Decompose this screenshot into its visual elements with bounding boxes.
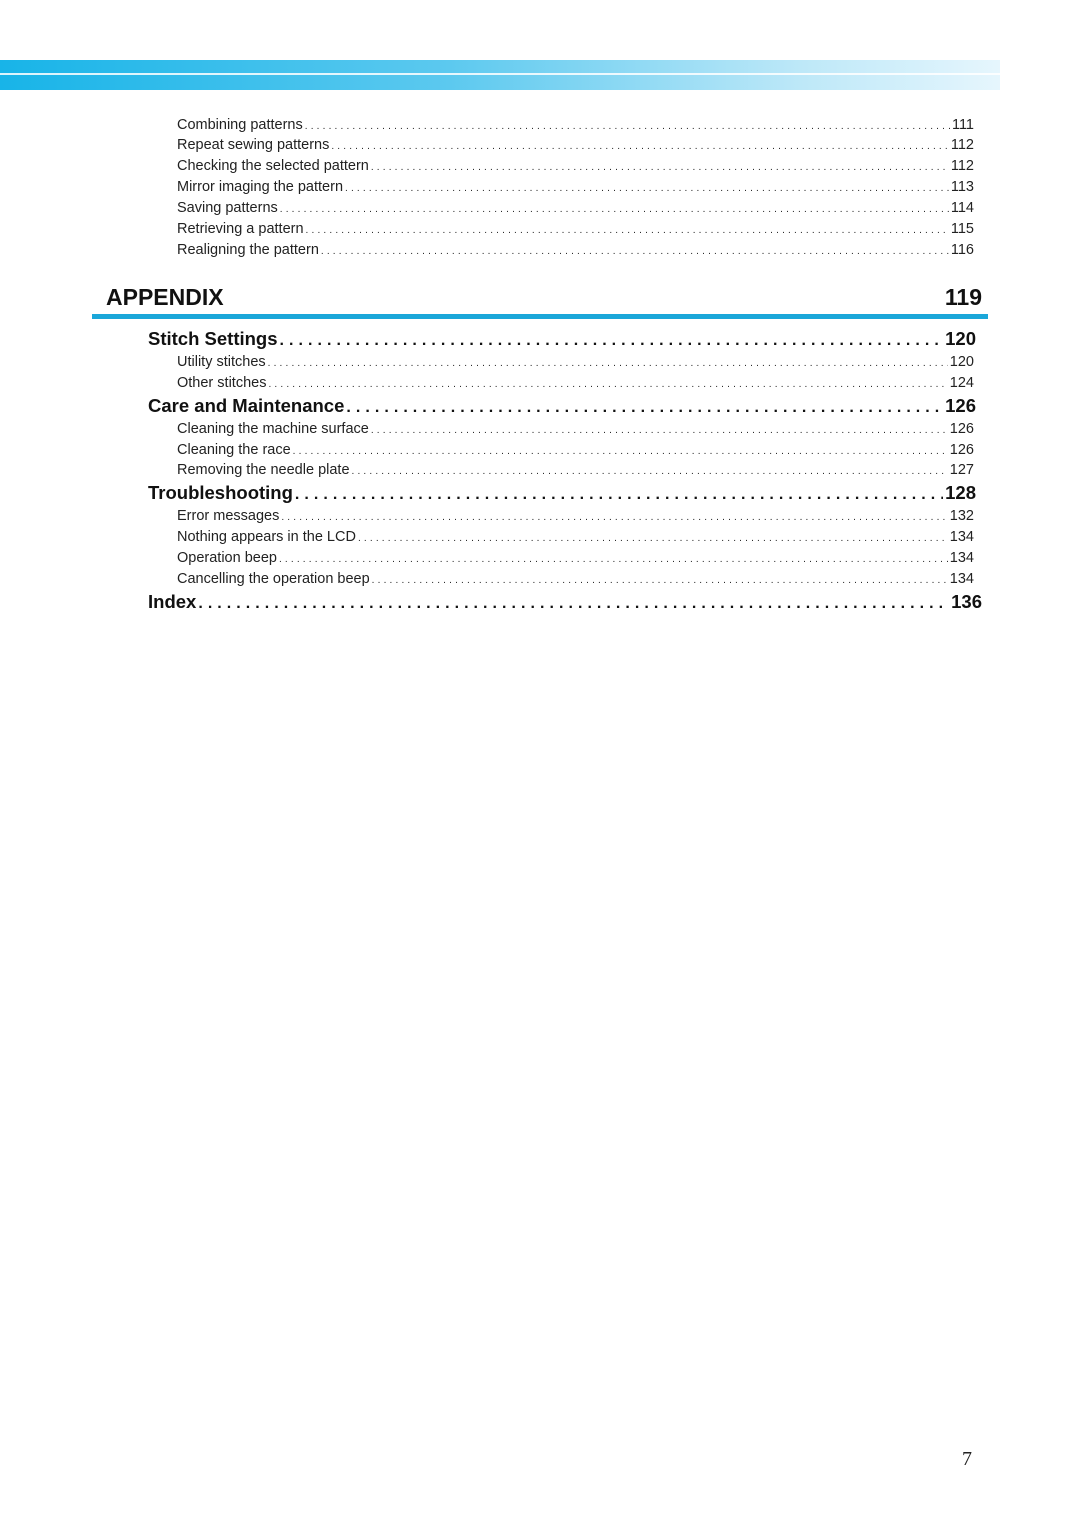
toc-entry-label: Utility stitches bbox=[177, 354, 266, 370]
dot-leader bbox=[371, 421, 948, 439]
dot-leader bbox=[352, 462, 948, 480]
dot-leader bbox=[279, 550, 948, 568]
toc-entry-label: Cleaning the machine surface bbox=[177, 421, 369, 437]
toc-entry-page: 112 bbox=[950, 158, 974, 174]
dot-leader bbox=[345, 179, 949, 197]
dot-leader bbox=[331, 137, 949, 155]
toc-entry-page: 120 bbox=[949, 354, 974, 370]
chapter-heading-appendix[interactable] bbox=[106, 284, 982, 314]
toc-entry-operation-beep[interactable] bbox=[177, 548, 974, 568]
toc-entry-page: 126 bbox=[949, 421, 974, 437]
toc-entry-page: 134 bbox=[949, 571, 974, 587]
header-band-line bbox=[0, 73, 1000, 75]
toc-entry-label: Cancelling the operation beep bbox=[177, 571, 370, 587]
toc-entry-page: 124 bbox=[949, 375, 974, 391]
toc-entry-checking-selected-pattern[interactable] bbox=[177, 156, 974, 176]
toc-entry-label: Operation beep bbox=[177, 550, 277, 566]
toc-entry-realigning-pattern[interactable] bbox=[177, 240, 974, 260]
toc-section-page: 136 bbox=[951, 591, 982, 612]
toc-entry-page: 111 bbox=[951, 117, 974, 133]
toc-entry-page: 132 bbox=[949, 508, 974, 524]
toc-section-page: 126 bbox=[945, 395, 976, 416]
dot-leader bbox=[293, 442, 948, 460]
dot-leader bbox=[306, 221, 949, 239]
toc-entry-label: Repeat sewing patterns bbox=[177, 137, 330, 153]
toc-section-page: 120 bbox=[945, 328, 976, 349]
dot-leader bbox=[371, 158, 949, 176]
toc-entry-combining-patterns[interactable] bbox=[177, 115, 974, 135]
toc-entry-label: Checking the selected pattern bbox=[177, 158, 369, 174]
toc-entry-label: Other stitches bbox=[177, 375, 267, 391]
dot-leader bbox=[295, 483, 943, 505]
toc-entry-label: Error messages bbox=[177, 508, 280, 524]
chapter-divider bbox=[92, 314, 988, 319]
toc-entry-page: 127 bbox=[949, 462, 974, 478]
dot-leader bbox=[280, 200, 949, 218]
toc-entry-label: Nothing appears in the LCD bbox=[177, 529, 356, 545]
toc-entry-page: 116 bbox=[950, 242, 974, 258]
toc-entry-removing-needle-plate[interactable] bbox=[177, 460, 974, 480]
toc-entry-page: 115 bbox=[950, 221, 974, 237]
toc-entry-mirror-imaging[interactable] bbox=[177, 177, 974, 197]
toc-section-label: Index bbox=[148, 591, 197, 612]
dot-leader bbox=[280, 329, 944, 351]
toc-entry-label: Removing the needle plate bbox=[177, 462, 350, 478]
toc-section-label: Troubleshooting bbox=[148, 482, 293, 503]
toc-entry-cleaning-machine-surface[interactable] bbox=[177, 419, 974, 439]
toc-entry-label: Cleaning the race bbox=[177, 442, 291, 458]
chapter-title: APPENDIX bbox=[106, 284, 224, 310]
toc-entry-page: 114 bbox=[950, 200, 974, 216]
dot-leader bbox=[198, 592, 949, 614]
toc-section-stitch-settings[interactable] bbox=[148, 327, 976, 351]
dot-leader bbox=[358, 529, 948, 547]
toc-entry-page: 134 bbox=[949, 550, 974, 566]
toc-entry-page: 113 bbox=[950, 179, 974, 195]
dot-leader bbox=[346, 396, 943, 418]
toc-entry-utility-stitches[interactable] bbox=[177, 352, 974, 372]
chapter-page: 119 bbox=[944, 284, 982, 310]
toc-section-troubleshooting[interactable] bbox=[148, 481, 976, 505]
toc-section-label: Stitch Settings bbox=[148, 328, 278, 349]
toc-entry-label: Mirror imaging the pattern bbox=[177, 179, 344, 195]
toc-entry-saving-patterns[interactable] bbox=[177, 198, 974, 218]
toc-entry-other-stitches[interactable] bbox=[177, 373, 974, 393]
dot-leader bbox=[372, 571, 948, 589]
toc-entry-label: Saving patterns bbox=[177, 200, 278, 216]
toc-entry-nothing-appears-lcd[interactable] bbox=[177, 527, 974, 547]
toc-section-index[interactable] bbox=[148, 590, 982, 614]
page-number: 7 bbox=[962, 1448, 972, 1470]
toc-entry-cancelling-operation-beep[interactable] bbox=[177, 569, 974, 589]
toc-section-label: Care and Maintenance bbox=[148, 395, 345, 416]
toc-entry-label: Retrieving a pattern bbox=[177, 221, 304, 237]
toc-entry-page: 126 bbox=[949, 442, 974, 458]
toc-section-page: 128 bbox=[945, 482, 976, 503]
toc-entry-retrieving-pattern[interactable] bbox=[177, 219, 974, 239]
toc-entry-label: Combining patterns bbox=[177, 117, 303, 133]
dot-leader bbox=[305, 117, 950, 135]
toc-entry-repeat-sewing-patterns[interactable] bbox=[177, 135, 974, 155]
toc-entry-label: Realigning the pattern bbox=[177, 242, 319, 258]
toc-section-care-maintenance[interactable] bbox=[148, 394, 976, 418]
toc-entry-cleaning-race[interactable] bbox=[177, 440, 974, 460]
dot-leader bbox=[281, 508, 947, 526]
dot-leader bbox=[321, 242, 949, 260]
toc-entry-page: 134 bbox=[949, 529, 974, 545]
dot-leader bbox=[268, 375, 947, 393]
dot-leader bbox=[268, 354, 948, 372]
toc-entry-page: 112 bbox=[950, 137, 974, 153]
header-color-band bbox=[0, 60, 1000, 90]
toc-entry-error-messages[interactable] bbox=[177, 506, 974, 526]
